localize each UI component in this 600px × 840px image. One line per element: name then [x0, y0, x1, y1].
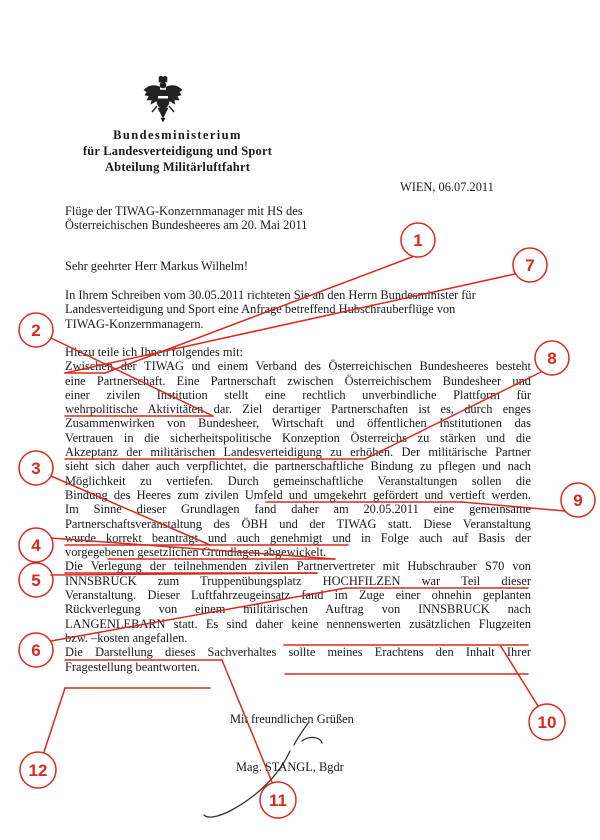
paragraph-line: LANGENLEBARN statt. Es sind daher keine nennenswerten zusätzlichen Flugzeiten	[65, 616, 531, 631]
marker-circle	[561, 483, 595, 517]
paragraph-line: wehrpolitische Aktivitäten dar. Ziel derartiger Partnerschaften ist es, durch enges	[65, 402, 531, 417]
subject-line: Österreichischen Bundesheeres am 20. Mai 2011	[65, 218, 308, 233]
salutation: Sehr geehrter Herr Markus Wilhelm!	[65, 259, 249, 273]
marker-label: 4	[31, 536, 41, 555]
marker-circle	[535, 341, 569, 375]
body-paragraph	[65, 345, 531, 674]
paragraph-line: Zwischen der TIWAG und einem Verband des Österreichischen Bundesheeres besteht	[65, 359, 531, 374]
paragraph-line: Landesverteidigung und Sport eine Anfrage betreffend Hubschrauberflüge von	[65, 302, 456, 317]
paragraph-line: Bindung des Heeres zum zivilen Umfeld und umgekehrt gefördert und vertieft werden.	[65, 487, 531, 502]
ministry-letterhead	[55, 127, 300, 175]
marker-circle	[19, 633, 53, 667]
intro-paragraph	[65, 288, 531, 331]
marker-label: 12	[28, 761, 48, 780]
marker-label: 2	[31, 321, 41, 340]
paragraph-line: Im Sinne dieser Grundlagen fand daher am 20.05.2011 eine gemeinsame	[65, 502, 531, 517]
paragraph-line: Fragestellung beantworten.	[65, 659, 200, 674]
paragraph-line: sieht sich daher auch verpflichtet, die partnerschaftliche Bindung zu pflegen und nach	[65, 459, 531, 474]
paragraph-line: TIWAG-Konzernmanagern.	[65, 316, 204, 331]
paragraph-line: Vertrauen in die sicherheitspolitische Konzeption Österreichs zu stärken und die	[65, 430, 531, 445]
marker-circle	[19, 451, 53, 485]
marker-label: 8	[547, 349, 557, 368]
marker-label: 6	[31, 641, 41, 660]
paragraph-line: Rückverlegung von einem militärischen Auftrag von INNSBRUCK nach	[65, 602, 531, 617]
marker-label: 3	[31, 459, 41, 478]
ministry-division: Abteilung Militärluftfahrt	[104, 160, 251, 174]
marker-label: 10	[537, 713, 557, 732]
ministry-department: für Landesverteidigung und Sport	[82, 144, 273, 158]
letter-date: WIEN, 06.07.2011	[400, 180, 494, 194]
marker-circle	[19, 563, 53, 597]
paragraph-line: Möglichkeit zu vertiefen. Durch gemeinschaftliche Veranstaltungen sollen die	[65, 473, 531, 488]
letter-subject	[65, 204, 365, 233]
subject-line: Flüge der TIWAG-Konzernmanager mit HS des	[65, 204, 303, 218]
paragraph-line: INNSBRUCK zum Truppenübungsplatz HOCHFILZEN war Teil dieser	[65, 573, 531, 588]
paragraph-line: Partnerschaftsveranstaltung des ÖBH und der TIWAG statt. Diese Veranstaltung	[65, 516, 531, 531]
paragraph-line: Veranstaltung. Dieser Luftfahrzeugeinsatz fand im Zuge einer ohnehin geplanten	[65, 588, 531, 603]
paragraph-line: Hiezu teile ich Ihnen folgendes mit:	[65, 345, 243, 359]
signer-name: Mag. STANGL, Bgdr	[236, 760, 344, 774]
austrian-eagle-crest-icon	[143, 76, 183, 122]
paragraph-line: Zusammenwirken von Bundesheer, Wirtschaft und öffentlichen Institutionen das	[65, 416, 531, 431]
paragraph-line: Die Verlegung der teilnehmenden zivilen Partnervertreter mit Hubschrauber S70 von	[65, 559, 531, 574]
marker-label: 5	[31, 571, 41, 590]
paragraph-line: Die Darstellung dieses Sachverhaltes sollte meines Erachtens den Inhalt Ihrer	[65, 645, 531, 660]
marker-circle	[20, 752, 56, 788]
marker-label: 11	[269, 791, 287, 810]
marker-circle	[19, 313, 53, 347]
ministry-name: Bundesministerium	[113, 128, 242, 142]
paragraph-line: bzw. –kosten angefallen.	[65, 630, 188, 645]
paragraph-line: vorgegebenen gesetzlichen Grundlagen abgewickelt.	[65, 545, 327, 560]
marker-label: 7	[525, 256, 535, 275]
paragraph-line: Akzeptanz der militärischen Landesverteidigung zu erhöhen. Der militärische Partner	[65, 445, 531, 460]
marker-circle	[401, 223, 435, 257]
marker-circle	[19, 528, 53, 562]
marker-label: 9	[573, 491, 583, 510]
marker-circle	[529, 704, 565, 740]
paragraph-line: eine Partnerschaft. Eine Partnerschaft zwischen Österreichischem Bundesheer und	[65, 373, 531, 388]
marker-circle	[513, 248, 547, 282]
paragraph-line: einer zivilen Institution stellt eine rechtlich unverbindliche Plattform für	[65, 387, 531, 402]
closing-greeting: Mit freundlichen Grüßen	[230, 712, 354, 726]
connector-line	[44, 688, 65, 752]
paragraph-line: In Ihrem Schreiben vom 30.05.2011 richteten Sie an den Herrn Bundesminister für	[65, 288, 476, 302]
paragraph-line: wurde korrekt beantragt und auch genehmigt und in Folge auch auf Basis der	[65, 530, 531, 545]
marker-label: 1	[413, 231, 423, 250]
